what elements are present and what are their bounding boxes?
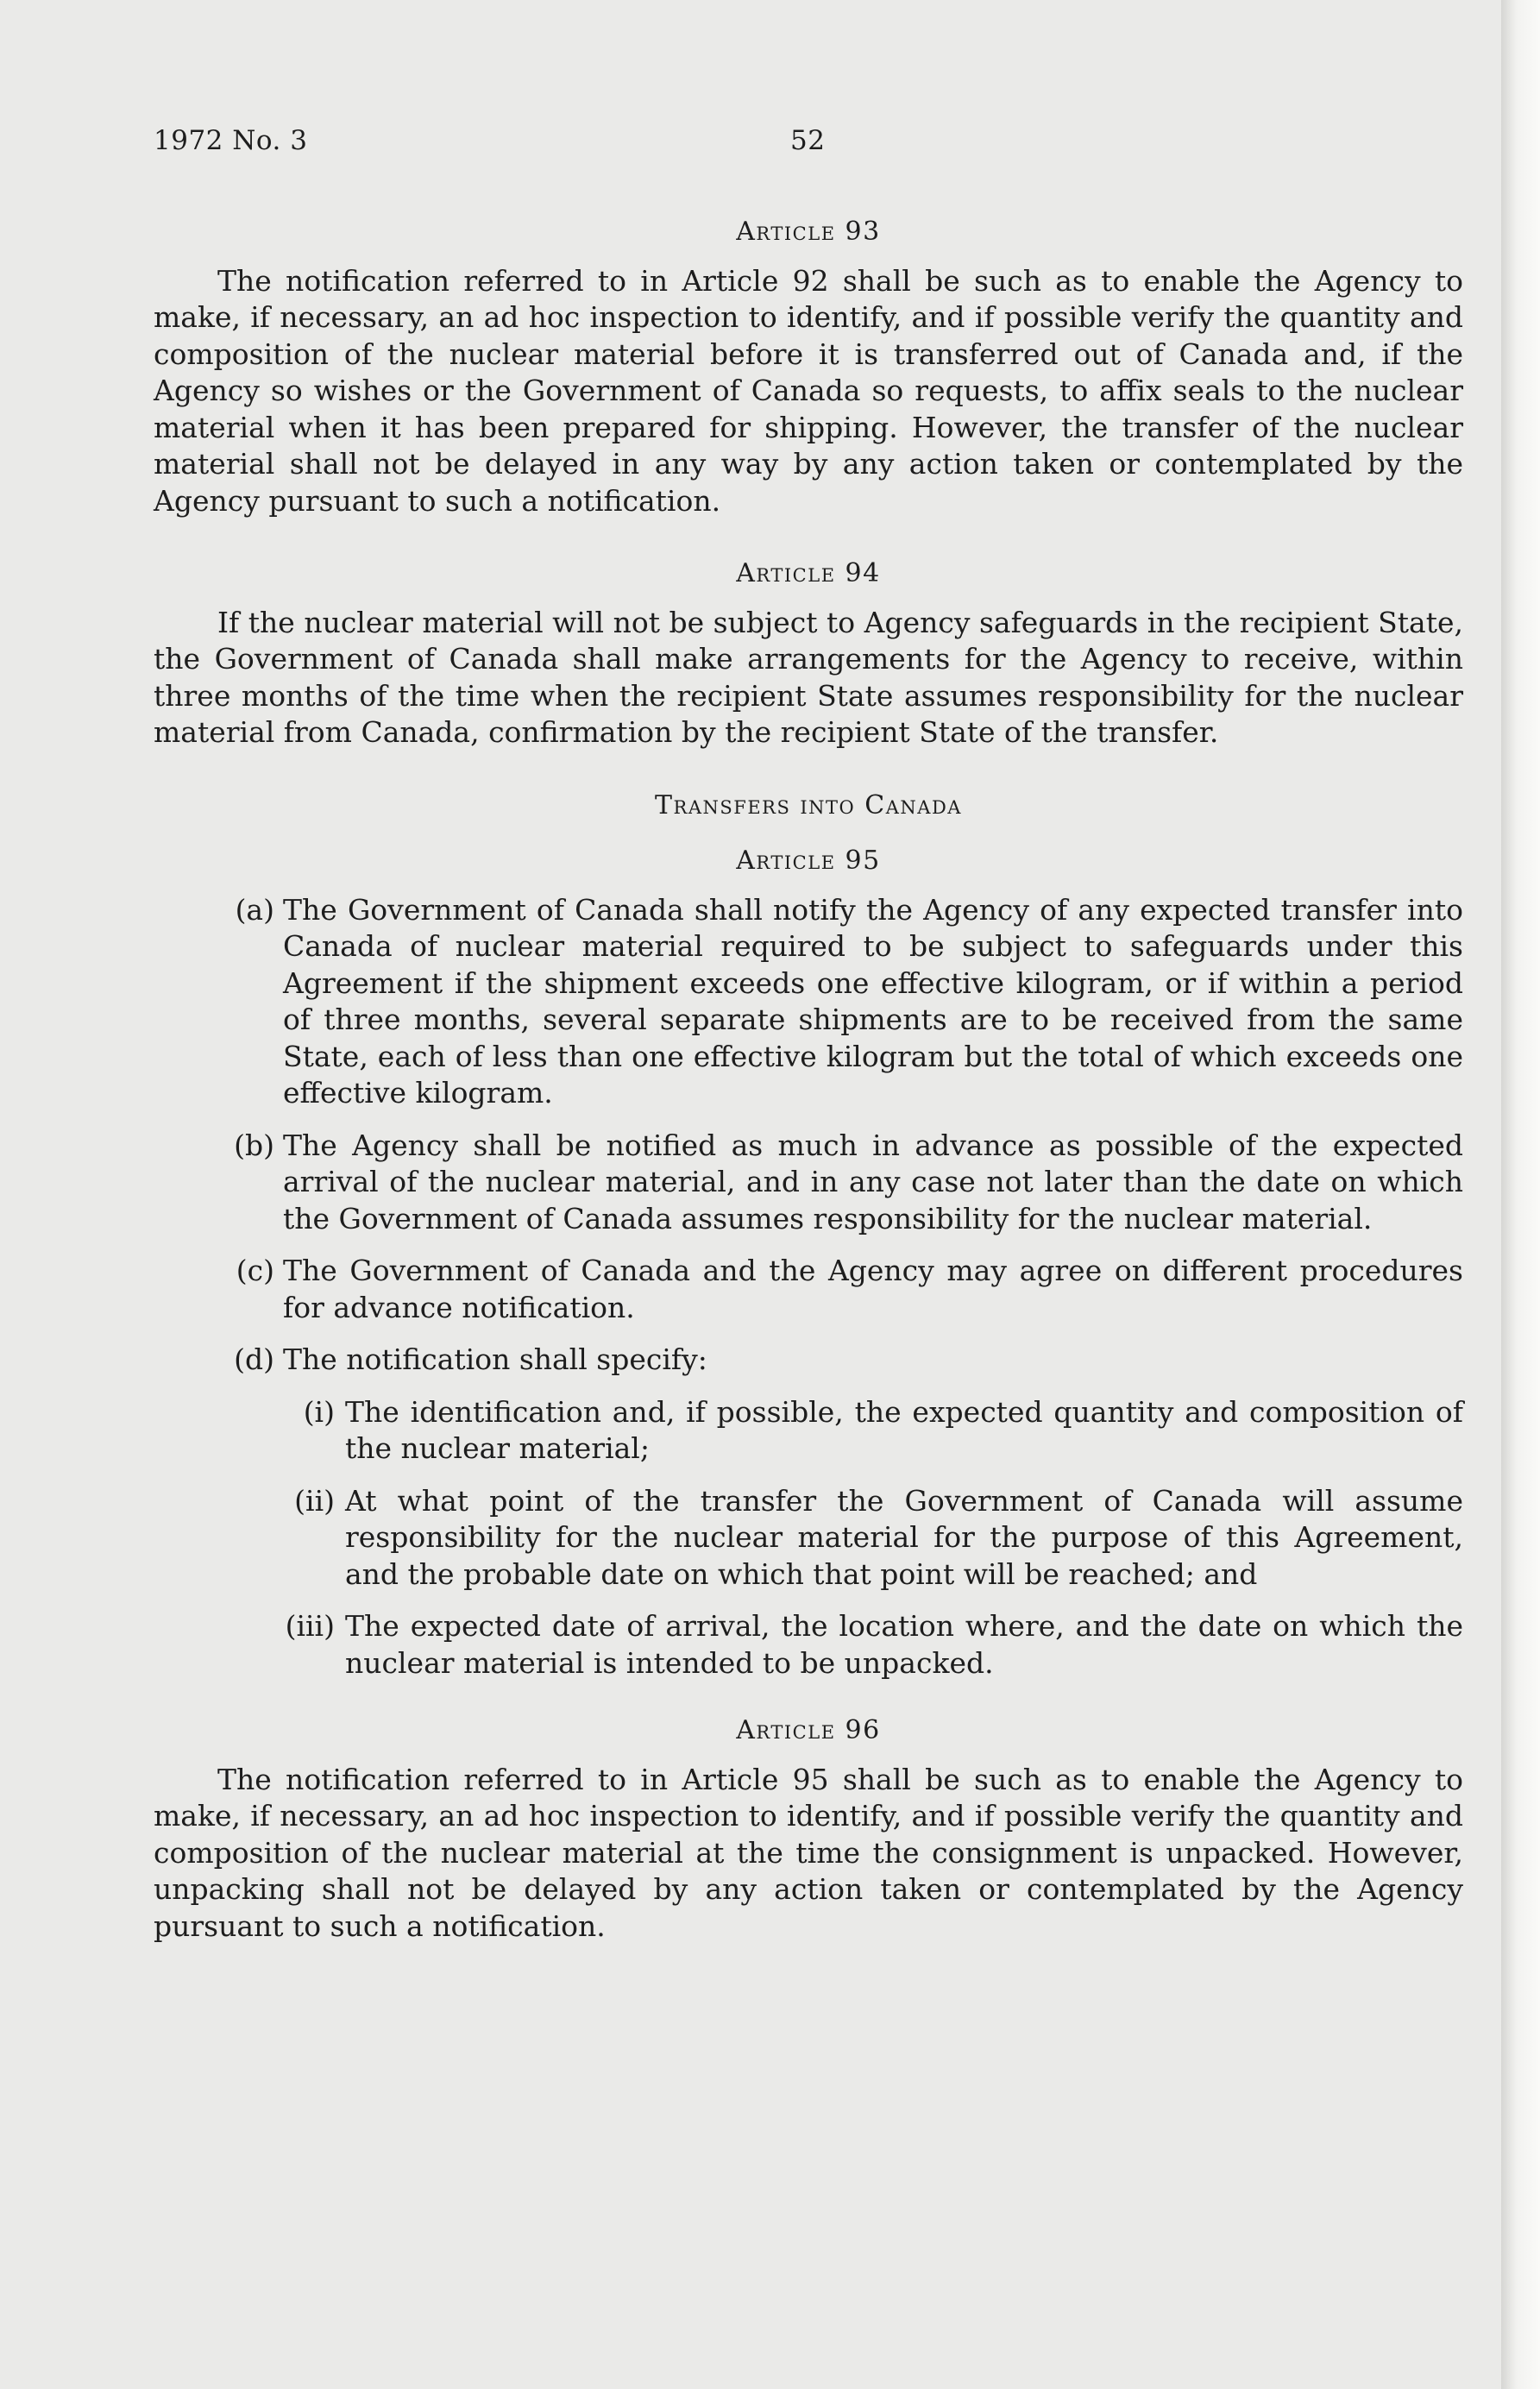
list-item-text: The Agency shall be notified as much in advance as possible of the expected arrival of the nuclear material, and in any case not later than the date on which the Government of Canada assumes responsibility for the nuclear material. (283, 1128, 1463, 1235)
list-item (154, 1342, 1463, 1379)
article-94-heading: Article 94 (736, 558, 881, 588)
sub-list-item-label: (iii) (285, 1609, 335, 1643)
sub-list-item-label: (i) (303, 1394, 335, 1429)
page-edge-shadow (1501, 0, 1540, 2389)
article-96-heading: Article 96 (736, 1715, 881, 1745)
article-94-paragraph: If the nuclear material will not be subject to Agency safeguards in the recipient State, the Government of Canada shall make arrangements for the Agency to receive, within three months of the time when the recipient State assumes responsibility for the nuclear material from Canada, confirmation by the recipient State of the transfer. (154, 605, 1463, 749)
list-item-label: (a) (235, 892, 274, 927)
section-heading: Transfers into Canada (655, 789, 962, 820)
list-item-label: (d) (234, 1342, 274, 1376)
list-item-label: (b) (234, 1128, 274, 1162)
document-body (154, 214, 1463, 1945)
list-item-text: The Government of Canada shall notify the Agency of any expected transfer into Canada of nuclear material required to be subject to safeguards under this Agreement if the shipment exceeds one effective kilogram, or if within a period of three months, several separate shipments are to be received from the same State, each of less than one effective kilogram but the total of which exceeds one effective kilogram. (283, 892, 1463, 1110)
sub-list-item-label: (ii) (294, 1483, 335, 1518)
list-item (154, 892, 1463, 1112)
list-item-text: The Government of Canada and the Agency may agree on different procedures for advance notification. (283, 1254, 1463, 1324)
sub-list-item (154, 1394, 1463, 1468)
sub-list-item-text: The identification and, if possible, the expected quantity and composition of the nuclear material; (345, 1394, 1463, 1465)
list-item-text: The notification shall specify: (283, 1342, 707, 1376)
article-93-paragraph: The notification referred to in Article 92 shall be such as to enable the Agency to make, if necessary, an ad hoc inspection to identify, and if possible verify the quantity and composition of the nuclear material before it is transferred out of Canada and, if the Agency so wishes or the Government of Canada so requests, to affix seals to the nuclear material when it has been prepared for shipping. However, the transfer of the nuclear material shall not be delayed in any way by any action taken or contemplated by the Agency pursuant to such a notification. (154, 263, 1463, 518)
article-95-heading: Article 95 (736, 846, 881, 876)
publication-reference: 1972 No. 3 (154, 125, 308, 156)
article-96-paragraph: The notification referred to in Article 95 shall be such as to enable the Agency to make, if necessary, an ad hoc inspection to identify, and if possible verify the quantity and composition of the nuclear material at the time the consignment is unpacked. However, unpacking shall not be delayed by any action taken or contemplated by the Agency pursuant to such a notification. (154, 1762, 1463, 1943)
sub-list-item-text: The expected date of arrival, the location where, and the date on which the nuclear material is intended to be unpacked. (345, 1609, 1463, 1680)
article-93-heading: Article 93 (736, 217, 881, 247)
list-item-label: (c) (236, 1254, 274, 1287)
page-number: 52 (790, 125, 826, 156)
sub-list-item (154, 1608, 1463, 1682)
sub-list-item (154, 1483, 1463, 1594)
list-item (154, 1128, 1463, 1238)
page-header (154, 125, 826, 156)
sub-list-item-text: At what point of the transfer the Government of Canada will assume responsibility for the nuclear material for the purpose of this Agreement, and the probable date on which that point will be reached; and (345, 1483, 1463, 1591)
list-item (154, 1253, 1463, 1326)
